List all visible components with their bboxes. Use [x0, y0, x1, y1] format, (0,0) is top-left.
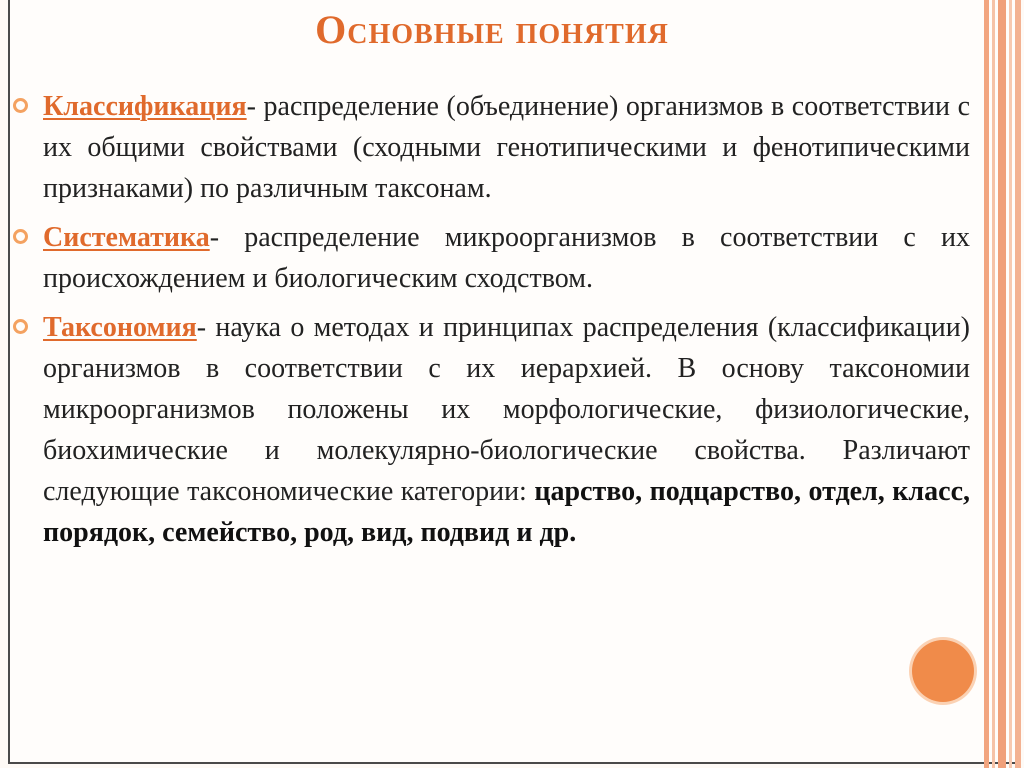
- decor-circle-icon: [912, 640, 974, 702]
- definition-text: - распределение микроорганизмов в соответствии с их происхождением и биологическим сходством.: [43, 222, 970, 294]
- decor-stripe: [992, 0, 995, 768]
- bullet-icon: [13, 319, 28, 334]
- decor-stripe: [1009, 0, 1012, 768]
- taxonomic-categories: царство, подцарство, отдел, класс, порядок, семейство, род, вид, подвид и др.: [43, 476, 970, 548]
- term-label: Классификация: [43, 91, 247, 122]
- definition-systematics: [43, 217, 970, 299]
- slide-content: [43, 86, 970, 561]
- decor-stripe: [984, 0, 989, 768]
- bullet-icon: [13, 229, 28, 244]
- term-label: Систематика: [43, 222, 210, 253]
- slide-title: Основные понятия: [315, 7, 669, 52]
- bullet-icon: [13, 98, 28, 113]
- term-label: Таксономия: [43, 312, 197, 343]
- definition-text: - распределение (объединение) организмов в соответствии с их общими свойствами (сходными генотипическими и фенотипическими признаками) по различным таксонам.: [43, 91, 970, 204]
- decor-stripe: [1015, 0, 1021, 768]
- definition-classification: [43, 86, 970, 209]
- definition-text: - наука о методах и принципах распределения (классификации) организмов в соответствии с их иерархией. В основу таксономии микроорганизмов положены их морфологические, физиологические, биохимические и молекулярно-биологические свойства. Различают следующие таксономические категории:: [43, 312, 970, 507]
- decor-stripe: [998, 0, 1006, 768]
- definition-taxonomy: [43, 307, 970, 553]
